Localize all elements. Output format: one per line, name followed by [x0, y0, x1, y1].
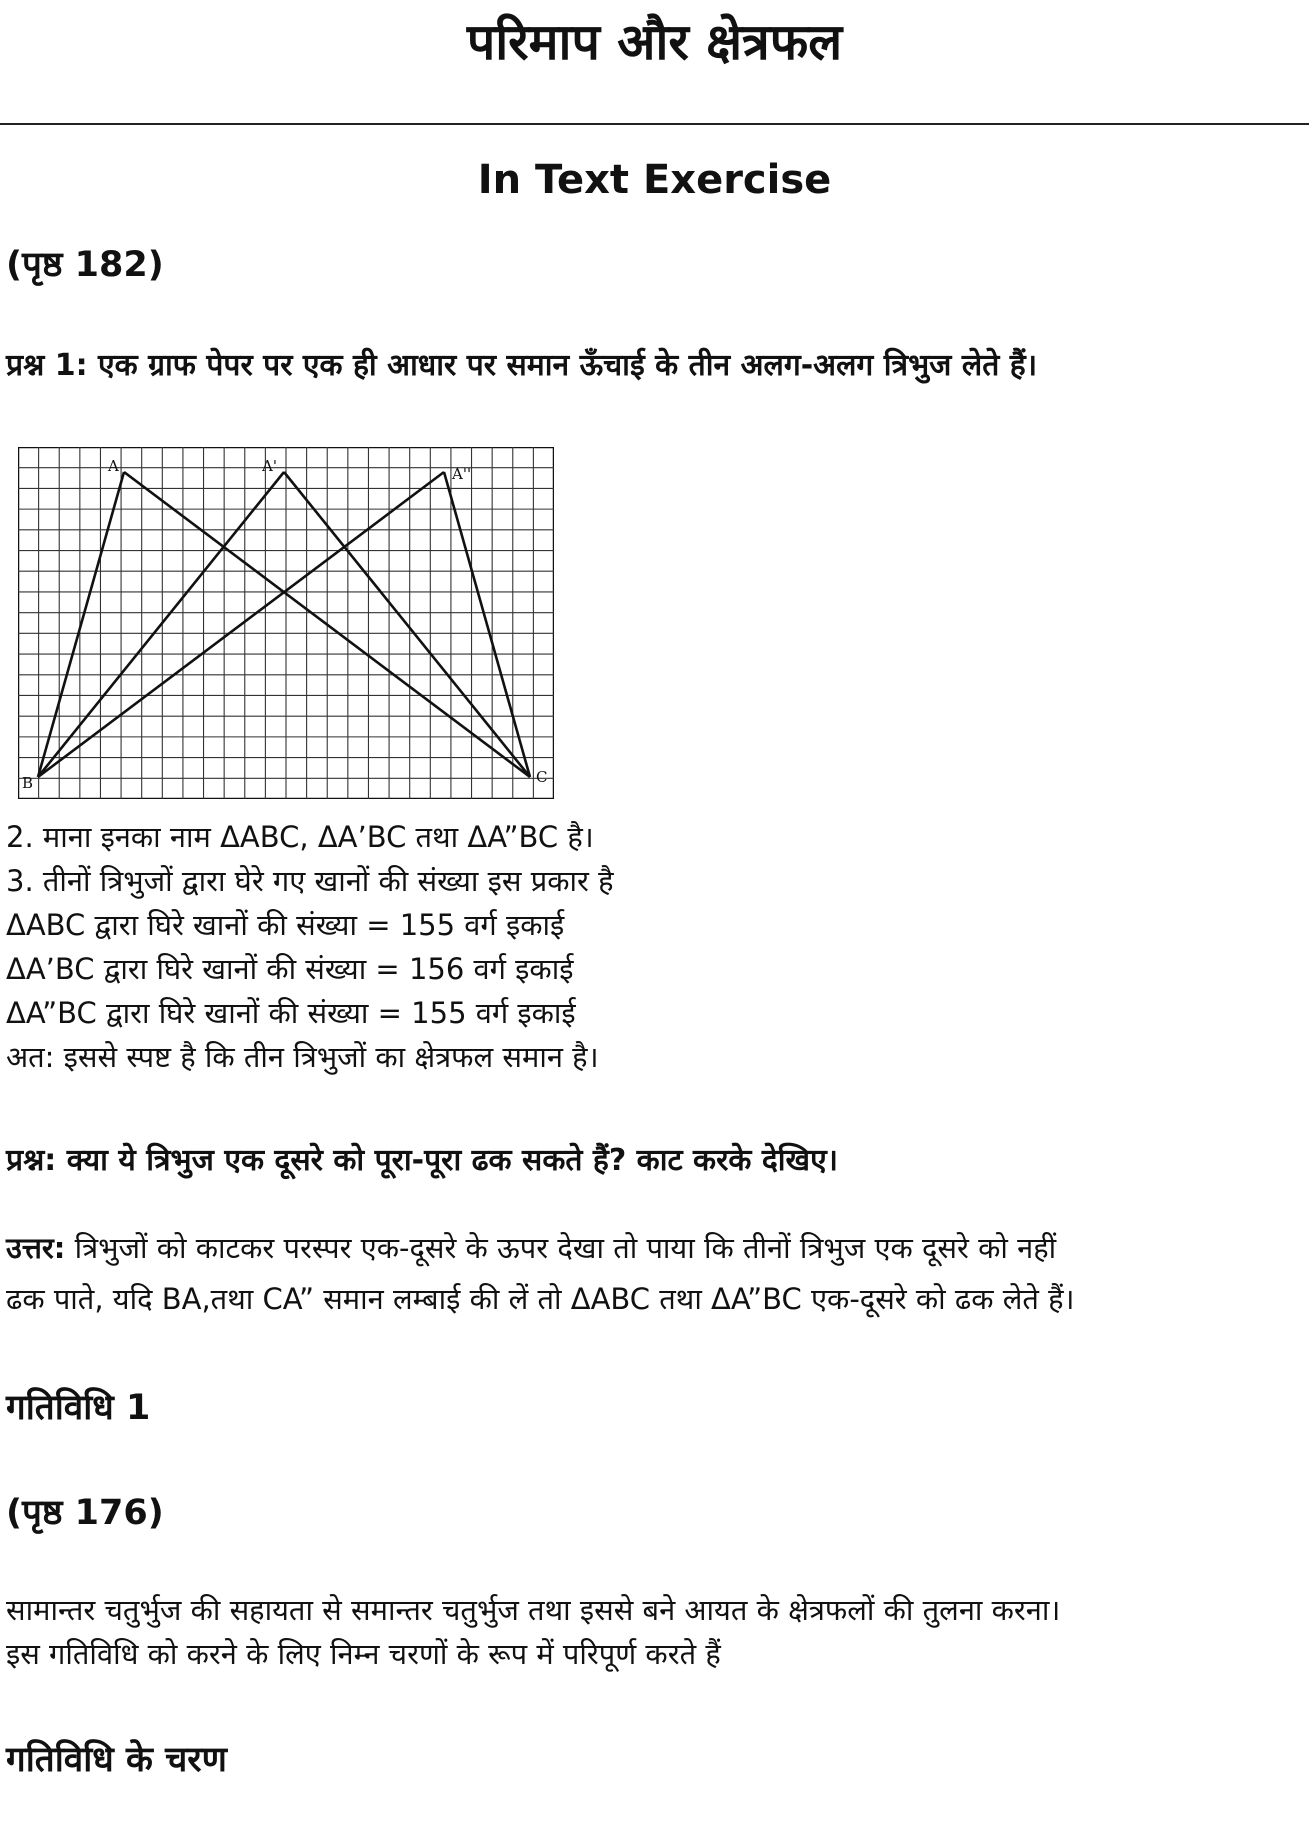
activity-steps-heading: गतिविधि के चरण	[6, 1740, 227, 1780]
activity-line-1: सामान्तर चतुर्भुज की सहायता से समान्तर चतुर्भुज तथा इससे बने आयत के क्षेत्रफलों की तुलना करना।	[6, 1593, 1061, 1627]
answer-line-6: अत: इससे स्पष्ट है कि तीन त्रिभुजों का क्षेत्रफल समान है।	[6, 1040, 599, 1074]
answer-2-text-1: त्रिभुजों को काटकर परस्पर एक-दूसरे के ऊपर देखा तो पाया कि तीनों त्रिभुज एक दूसरे को नहीं	[65, 1231, 1057, 1265]
line-BA	[38, 472, 124, 777]
answer-2-line-2: ढक पाते, यदि BA,तथा CA” समान लम्बाई की लें तो ΔABC तथा ΔA”BC एक-दूसरे को ढक लेते हैं।	[6, 1282, 1075, 1316]
answer-line-4: ΔA’BC द्वारा घिरे खानों की संख्या = 156 वर्ग इकाई	[6, 952, 574, 986]
answer-line-5: ΔA”BC द्वारा घिरे खानों की संख्या = 155 वर्ग इकाई	[6, 996, 576, 1030]
question-2: प्रश्न: क्या ये त्रिभुज एक दूसरे को पूरा-पूरा ढक सकते हैं? काट करके देखिए।	[6, 1143, 839, 1178]
page-title: परिमाप और क्षेत्रफल	[466, 13, 843, 71]
triangle-lines	[38, 472, 530, 777]
vertex-label-A: A	[108, 457, 119, 475]
answer-line-3: ΔABC द्वारा घिरे खानों की संख्या = 155 वर्ग इकाई	[6, 908, 565, 942]
graph-paper-grid	[18, 447, 554, 799]
page-reference-176: (पृष्ठ 176)	[6, 1493, 164, 1533]
line-BA1	[38, 472, 284, 777]
question-1: प्रश्न 1: एक ग्राफ पेपर पर एक ही आधार पर समान ऊँचाई के तीन अलग-अलग त्रिभुज लेते हैं।	[6, 348, 1038, 383]
vertex-label-B: B	[22, 774, 34, 792]
page-reference-182: (पृष्ठ 182)	[6, 245, 164, 285]
section-subtitle: In Text Exercise	[477, 157, 832, 203]
vertex-label-A2: A''	[452, 465, 472, 483]
line-A2C	[444, 472, 530, 777]
activity-heading: गतिविधि 1	[6, 1388, 151, 1428]
vertex-label-C: C	[536, 768, 548, 786]
answer-label: उत्तर:	[6, 1231, 66, 1265]
triangle-graph-figure	[18, 447, 554, 799]
vertex-label-A1: A'	[262, 457, 277, 475]
activity-line-2: इस गतिविधि को करने के लिए निम्न चरणों के रूप में परिपूर्ण करते हैं	[6, 1637, 721, 1671]
line-A1C	[284, 472, 530, 777]
answer-line-2: 3. तीनों त्रिभुजों द्वारा घेरे गए खानों की संख्या इस प्रकार है	[6, 864, 614, 898]
line-BA2	[38, 472, 444, 777]
title-divider	[0, 123, 1309, 125]
answer-2-line-1	[6, 1226, 1056, 1270]
answer-line-1: 2. माना इनका नाम ΔABC, ΔA’BC तथा ΔA”BC है।	[6, 820, 594, 854]
